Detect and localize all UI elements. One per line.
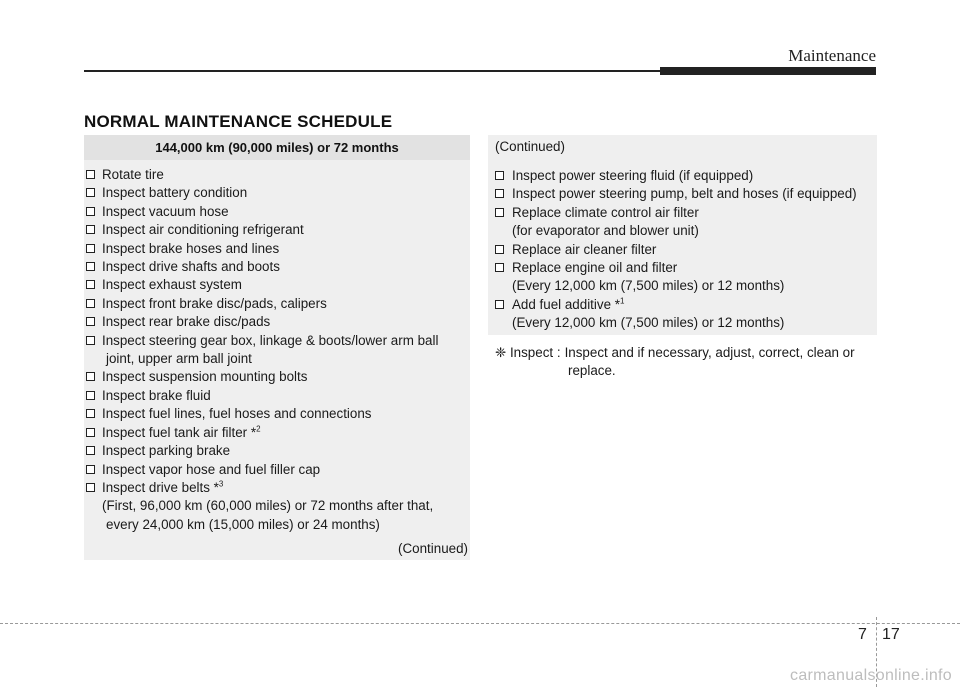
footnote-marker: 2 (256, 424, 261, 434)
checkbox-icon (86, 391, 95, 400)
checkbox-icon (86, 317, 95, 326)
checkbox-icon (86, 244, 95, 253)
list-item: Rotate tire (85, 166, 470, 184)
checkbox-icon (86, 170, 95, 179)
section-title: NORMAL MAINTENANCE SCHEDULE (84, 112, 393, 131)
list-item: Inspect brake fluid (85, 387, 470, 405)
note-lead: ❈ Inspect : (495, 345, 561, 360)
checkbox-icon (86, 299, 95, 308)
list-item: Inspect power steering pump, belt and hoses (if equipped) (495, 185, 877, 203)
checkbox-icon (86, 280, 95, 289)
list-item: Inspect suspension mounting bolts (85, 368, 470, 386)
continued-label: (Continued) (398, 541, 468, 556)
checkbox-icon (495, 300, 504, 309)
page-header-title: Maintenance (788, 46, 876, 65)
list-item: Inspect exhaust system (85, 276, 470, 294)
checkbox-icon (86, 336, 95, 345)
list-item: Inspect vacuum hose (85, 203, 470, 221)
footer-rule (0, 623, 960, 624)
list-item: Inspect fuel lines, fuel hoses and connections (85, 405, 470, 423)
schedule-panel-right (488, 135, 877, 335)
page-number: 17 (882, 626, 900, 643)
checkbox-icon (495, 171, 504, 180)
list-item-continuation: (for evaporator and blower unit) (512, 223, 699, 239)
checkbox-icon (86, 409, 95, 418)
list-item: Inspect brake hoses and lines (85, 240, 470, 258)
checkbox-icon (86, 188, 95, 197)
list-item-continuation: every 24,000 km (15,000 miles) or 24 months) (106, 516, 380, 532)
list-item: Inspect air conditioning refrigerant (85, 221, 470, 239)
checkbox-icon (495, 245, 504, 254)
note-text-continued: replace. (568, 363, 616, 378)
chapter-number: 7 (858, 626, 867, 643)
checkbox-icon (86, 446, 95, 455)
list-item: Replace engine oil and filter (495, 259, 877, 277)
list-item-continuation: joint, upper arm ball joint (106, 351, 252, 367)
left-item-list (84, 160, 470, 534)
checkbox-icon (86, 483, 95, 492)
checkbox-icon (86, 262, 95, 271)
checkbox-icon (495, 263, 504, 272)
schedule-panel-left (84, 135, 470, 560)
inspect-note (495, 344, 877, 380)
checkbox-icon (495, 208, 504, 217)
checkbox-icon (86, 465, 95, 474)
checkbox-icon (495, 189, 504, 198)
list-item-continuation: (Every 12,000 km (7,500 miles) or 12 months) (512, 278, 785, 294)
list-item: Inspect drive shafts and boots (85, 258, 470, 276)
checkbox-icon (86, 207, 95, 216)
list-item: Inspect front brake disc/pads, calipers (85, 295, 470, 313)
footnote-marker: 1 (619, 296, 625, 306)
watermark: carmanualsonline.info (790, 667, 952, 684)
list-item: Inspect steering gear box, linkage & boots/lower arm ball (85, 332, 470, 350)
right-item-list (488, 159, 877, 333)
checkbox-icon (86, 372, 95, 381)
header-rule-thin (84, 70, 660, 72)
list-item: Replace air cleaner filter (495, 241, 877, 259)
list-item: Inspect drive belts *$^3$ (85, 479, 470, 497)
list-item-continuation: (Every 12,000 km (7,500 miles) or 12 months) (512, 315, 785, 331)
list-item: Replace climate control air filter (495, 204, 877, 222)
list-item: Inspect rear brake disc/pads (85, 313, 470, 331)
list-item: Add fuel additive *$^1$ (495, 296, 877, 314)
note-row (495, 344, 877, 362)
checkbox-icon (86, 428, 95, 437)
interval-heading: 144,000 km (90,000 miles) or 72 months (84, 135, 470, 160)
header-rule-thick (660, 67, 876, 75)
list-item: Inspect battery condition (85, 184, 470, 202)
list-item: Inspect fuel tank air filter *$^2$ (85, 424, 470, 442)
list-item: Inspect power steering fluid (if equipped) (495, 167, 877, 185)
list-item-continuation: (First, 96,000 km (60,000 miles) or 72 months after that, (102, 498, 434, 514)
note-text: Inspect and if necessary, adjust, correct, clean or (564, 345, 855, 360)
continued-label: (Continued) (495, 139, 565, 154)
footnote-marker: 3 (218, 479, 224, 489)
list-item: Inspect parking brake (85, 442, 470, 460)
list-item: Inspect vapor hose and fuel filler cap (85, 461, 470, 479)
checkbox-icon (86, 225, 95, 234)
